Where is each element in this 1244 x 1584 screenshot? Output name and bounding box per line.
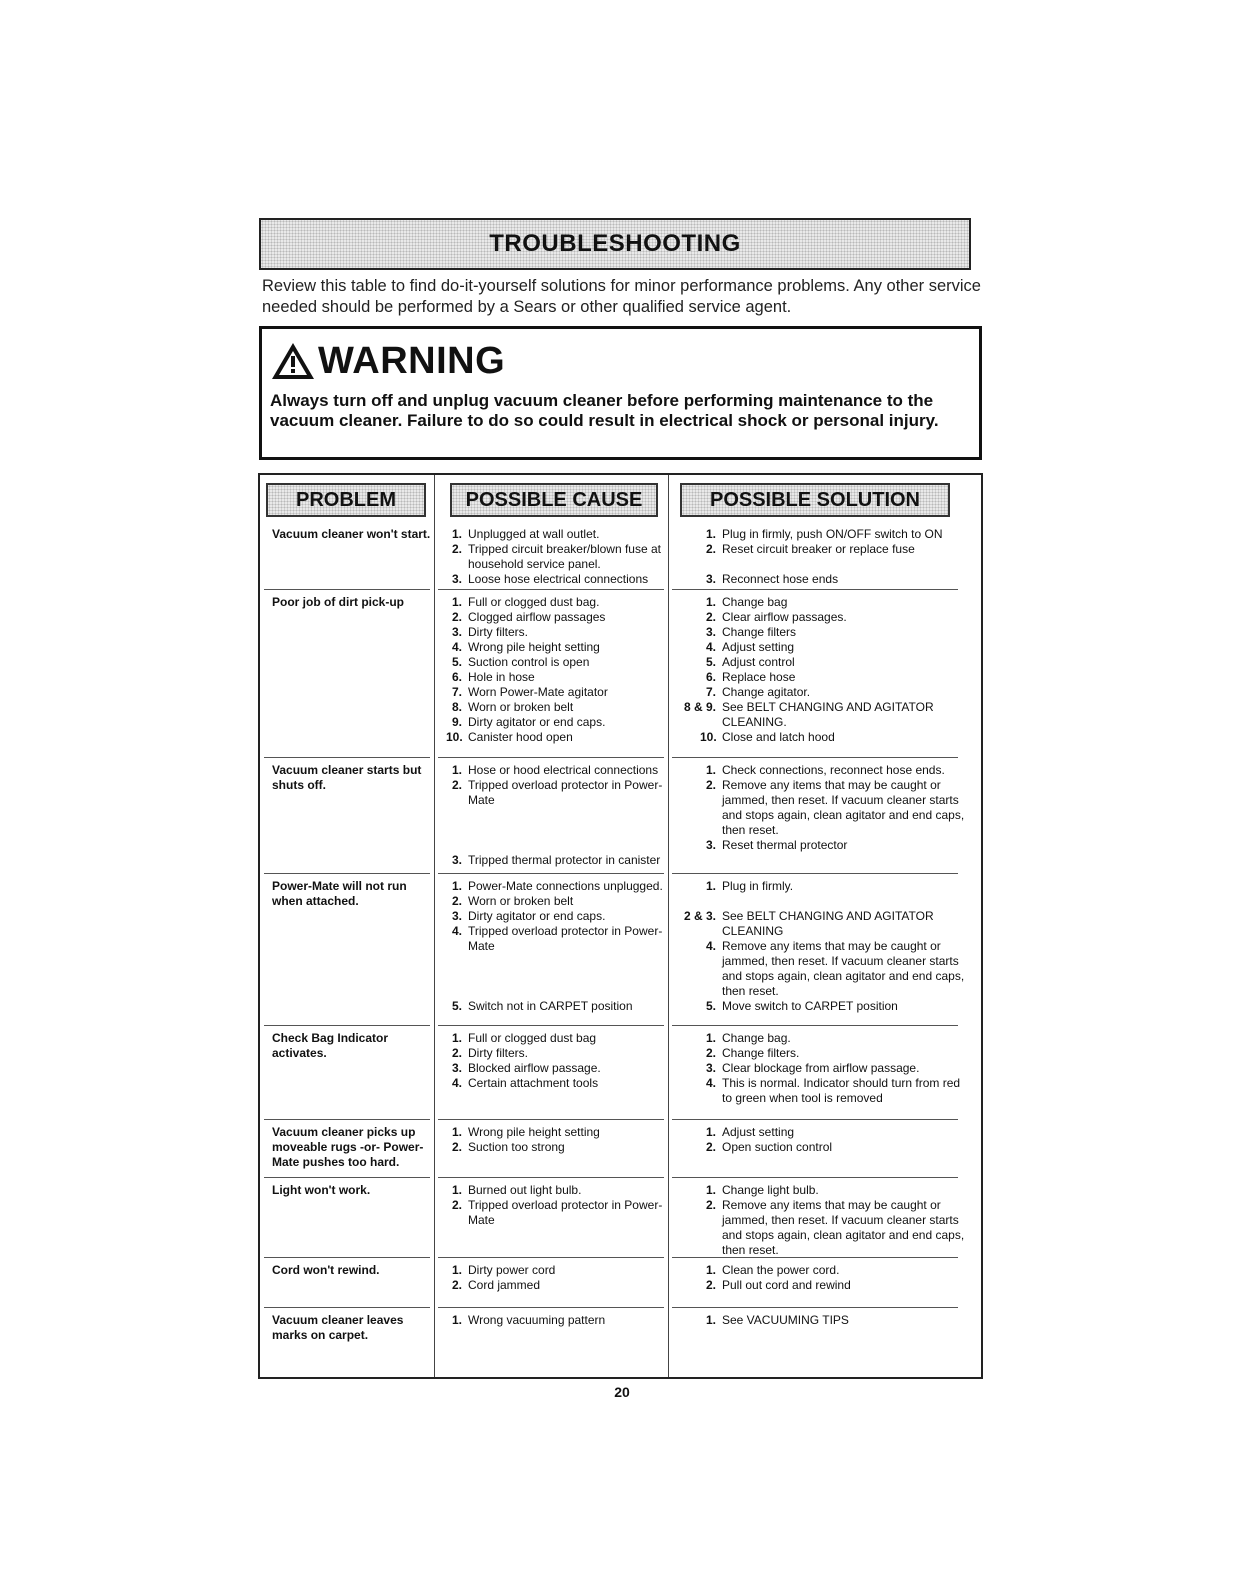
row-separator [672, 1177, 958, 1178]
item-number: 3. [705, 1061, 716, 1075]
item-text: Adjust setting [722, 640, 795, 654]
row-separator [438, 1177, 664, 1178]
spacer [446, 969, 664, 984]
item-number: 1. [451, 1031, 462, 1045]
intro-paragraph: Review this table to find do-it-yourself solutions for minor performance problems. Any other service needed should be performed by a Sears or other qualified service agent. [262, 277, 981, 316]
cause-item [446, 1031, 664, 1046]
item-text: Change filters [722, 625, 797, 639]
item-text: Worn or broken belt [468, 894, 574, 908]
item-text: Reset circuit breaker or replace fuse [722, 542, 915, 556]
cause-item [446, 655, 664, 670]
item-text: Adjust control [722, 655, 795, 669]
item-number: 4. [451, 640, 462, 654]
item-number: 2. [705, 610, 716, 624]
cause-list [446, 1263, 664, 1293]
item-number: 1. [451, 1263, 462, 1277]
solution-item [683, 909, 966, 939]
row-separator [264, 1025, 430, 1026]
item-number: 1. [451, 527, 462, 541]
solution-item [700, 542, 966, 557]
row-separator [438, 589, 664, 590]
cause-item [446, 595, 664, 610]
solution-item [700, 1125, 966, 1140]
section-title: TROUBLESHOOTING [259, 218, 971, 270]
cause-item [446, 685, 664, 700]
item-text: Hose or hood electrical connections [468, 763, 659, 777]
item-text: See BELT CHANGING AND AGITATOR CLEANING [722, 909, 934, 938]
item-number: 1. [705, 879, 716, 893]
spacer [700, 557, 966, 572]
item-text: Tripped overload protector in Power-Mate [468, 778, 663, 807]
cause-item [446, 670, 664, 685]
item-text: Cord jammed [468, 1278, 541, 1292]
cause-item [446, 1183, 664, 1198]
item-number: 2 & 3. [683, 909, 716, 923]
problem-text: Vacuum cleaner starts but shuts off. [272, 763, 422, 792]
problem-text: Vacuum cleaner won't start. [272, 527, 431, 541]
item-number: 3. [451, 1061, 462, 1075]
warning-header [270, 335, 973, 387]
solution-list [700, 1125, 966, 1155]
item-number: 5. [705, 655, 716, 669]
item-number: 1. [705, 1183, 716, 1197]
cause-item [446, 879, 664, 894]
warning-triangle-icon [270, 341, 316, 381]
cause-list [446, 595, 664, 745]
cause-item [446, 999, 664, 1014]
row-separator [438, 757, 664, 758]
item-number: 3. [451, 572, 462, 586]
item-number: 3. [705, 625, 716, 639]
problem-text: Vacuum cleaner picks up moveable rugs -or- Power-Mate pushes too hard. [272, 1125, 424, 1169]
problem-text: Cord won't rewind. [272, 1263, 380, 1277]
item-number: 1. [705, 595, 716, 609]
item-text: Switch not in CARPET position [468, 999, 633, 1013]
solution-item [700, 685, 966, 700]
item-number: 4. [705, 640, 716, 654]
row-separator [672, 1119, 958, 1120]
page-number: 20 [614, 1384, 630, 1400]
item-number: 3. [705, 838, 716, 852]
row-separator [264, 873, 430, 874]
item-text: Tripped overload protector in Power-Mate [468, 1198, 663, 1227]
warning-text: Always turn off and unplug vacuum cleaner before performing maintenance to the vacuum cleaner. Failure to do so could result in electrical shock or personal injury. [270, 391, 939, 430]
solution-item [700, 939, 966, 999]
item-text: Power-Mate connections unplugged. [468, 879, 663, 893]
cause-item [446, 715, 664, 730]
header-possible-solution: POSSIBLE SOLUTION [680, 483, 950, 517]
item-number: 2. [705, 1140, 716, 1154]
item-number: 1. [451, 879, 462, 893]
item-number: 1. [705, 527, 716, 541]
solution-item [683, 700, 966, 730]
row-separator [672, 1307, 958, 1308]
item-number: 2. [451, 1278, 462, 1292]
item-number: 2. [705, 1278, 716, 1292]
cause-item [446, 778, 664, 808]
row-separator [672, 1257, 958, 1258]
item-text: This is normal. Indicator should turn from red to green when tool is removed [722, 1076, 961, 1105]
cause-item [446, 640, 664, 655]
item-text: Dirty power cord [468, 1263, 556, 1277]
item-text: Tripped thermal protector in canister [468, 853, 661, 867]
cause-item [446, 730, 664, 745]
item-text: Clean the power cord. [722, 1263, 840, 1277]
solution-item [700, 1031, 966, 1046]
solution-item [700, 527, 966, 542]
item-number: 2. [451, 1046, 462, 1060]
item-number: 8. [451, 700, 462, 714]
row-separator [672, 1025, 958, 1026]
column-divider [434, 475, 435, 1377]
item-number: 7. [451, 685, 462, 699]
item-number: 5. [451, 655, 462, 669]
spacer [446, 808, 664, 823]
item-number: 1. [451, 1183, 462, 1197]
item-number: 1. [705, 1031, 716, 1045]
solution-item [700, 1046, 966, 1061]
item-text: Full or clogged dust bag [468, 1031, 597, 1045]
solution-item [700, 763, 966, 778]
row-separator [264, 589, 430, 590]
item-text: Pull out cord and rewind [722, 1278, 851, 1292]
solution-list [683, 595, 966, 745]
problem-text: Check Bag Indicator activates. [272, 1031, 389, 1060]
spacer [446, 954, 664, 969]
header-possible-cause: POSSIBLE CAUSE [450, 483, 658, 517]
solution-item [700, 778, 966, 838]
spacer [446, 984, 664, 999]
item-text: Change filters. [722, 1046, 800, 1060]
spacer [446, 823, 664, 838]
item-text: Dirty filters. [468, 625, 528, 639]
cause-list [446, 1313, 664, 1328]
item-number: 7. [705, 685, 716, 699]
problem-text: Light won't work. [272, 1183, 371, 1197]
solution-item [700, 572, 966, 587]
item-number: 6. [451, 670, 462, 684]
row-separator [672, 589, 958, 590]
item-text: Clogged airflow passages [468, 610, 606, 624]
header-problem: PROBLEM [266, 483, 426, 517]
row-separator [438, 1119, 664, 1120]
item-number: 4. [705, 1076, 716, 1090]
solution-item [700, 838, 966, 853]
item-text: Dirty agitator or end caps. [468, 909, 606, 923]
cause-item [446, 924, 664, 954]
item-text: Worn Power-Mate agitator [468, 685, 608, 699]
cause-item [446, 1046, 664, 1061]
row-separator [264, 1307, 430, 1308]
row-separator [264, 757, 430, 758]
item-number: 8 & 9. [683, 700, 716, 714]
solution-item [700, 610, 966, 625]
cause-list [446, 763, 664, 868]
item-number: 10. [446, 730, 463, 744]
item-text: Clear airflow passages. [722, 610, 847, 624]
cause-item [446, 894, 664, 909]
item-number: 1. [705, 1263, 716, 1277]
item-text: Suction too strong [468, 1140, 565, 1154]
item-text: Dirty agitator or end caps. [468, 715, 606, 729]
item-number: 1. [705, 763, 716, 777]
solution-item [700, 595, 966, 610]
solution-list [700, 763, 966, 853]
row-separator [264, 1177, 430, 1178]
solution-item [700, 1263, 966, 1278]
item-number: 1. [451, 763, 462, 777]
solution-item [700, 1183, 966, 1198]
item-text: Tripped circuit breaker/blown fuse at household service panel. [468, 542, 661, 571]
item-number: 9. [451, 715, 462, 729]
solution-item [700, 1198, 966, 1258]
cause-list [446, 527, 664, 587]
item-text: Blocked airflow passage. [468, 1061, 601, 1075]
row-separator [438, 1025, 664, 1026]
item-text: Remove any items that may be caught or jammed, then reset. If vacuum cleaner starts and stops again, clean agitator and end caps, then reset. [722, 939, 965, 998]
solution-item [700, 625, 966, 640]
row-separator [264, 1257, 430, 1258]
item-number: 3. [451, 625, 462, 639]
cause-item [446, 625, 664, 640]
item-number: 2. [705, 778, 716, 792]
solution-item [700, 1313, 966, 1328]
item-number: 2. [705, 1046, 716, 1060]
solution-list [700, 527, 966, 587]
item-number: 2. [451, 542, 462, 556]
item-text: Full or clogged dust bag. [468, 595, 600, 609]
item-text: Move switch to CARPET position [722, 999, 898, 1013]
item-number: 4. [705, 939, 716, 953]
item-number: 4. [451, 1076, 462, 1090]
item-number: 1. [451, 1313, 462, 1327]
cause-item [446, 1313, 664, 1328]
item-text: Remove any items that may be caught or jammed, then reset. If vacuum cleaner starts and stops again, clean agitator and end caps, then reset. [722, 778, 965, 837]
item-text: Suction control is open [468, 655, 590, 669]
spacer [446, 838, 664, 853]
item-number: 2. [705, 1198, 716, 1212]
item-text: Change agitator. [722, 685, 811, 699]
item-text: See VACUUMING TIPS [722, 1313, 849, 1327]
problem-text: Poor job of dirt pick-up [272, 595, 404, 609]
cause-item [446, 853, 664, 868]
item-text: Wrong pile height setting [468, 640, 600, 654]
item-number: 10. [700, 730, 717, 744]
solution-list [700, 1183, 966, 1258]
column-divider [668, 475, 669, 1377]
item-text: Certain attachment tools [468, 1076, 599, 1090]
cause-item [446, 572, 664, 587]
item-number: 4. [451, 924, 462, 938]
item-text: Replace hose [722, 670, 796, 684]
item-text: Reconnect hose ends [722, 572, 839, 586]
item-text: Check connections, reconnect hose ends. [722, 763, 945, 777]
item-number: 2. [451, 894, 462, 908]
cause-list [446, 1031, 664, 1091]
item-number: 1. [705, 1125, 716, 1139]
item-text: Adjust setting [722, 1125, 795, 1139]
item-text: Remove any items that may be caught or jammed, then reset. If vacuum cleaner starts and stops again, clean agitator and end caps, then reset. [722, 1198, 965, 1257]
item-text: Change light bulb. [722, 1183, 819, 1197]
cause-item [446, 909, 664, 924]
item-text: Reset thermal protector [722, 838, 848, 852]
item-text: Change bag [722, 595, 788, 609]
item-number: 1. [705, 1313, 716, 1327]
solution-list [700, 1263, 966, 1293]
cause-item [446, 1061, 664, 1076]
item-number: 5. [451, 999, 462, 1013]
problem-text: Vacuum cleaner leaves marks on carpet. [272, 1313, 404, 1342]
solution-item [700, 730, 966, 745]
item-number: 5. [705, 999, 716, 1013]
item-text: Close and latch hood [722, 730, 835, 744]
item-text: Loose hose electrical connections [468, 572, 649, 586]
cause-item [446, 1076, 664, 1091]
row-separator [438, 1257, 664, 1258]
item-text: Clear blockage from airflow passage. [722, 1061, 920, 1075]
item-number: 6. [705, 670, 716, 684]
item-number: 3. [451, 853, 462, 867]
item-text: See BELT CHANGING AND AGITATOR CLEANING. [722, 700, 934, 729]
item-number: 1. [451, 595, 462, 609]
item-text: Change bag. [722, 1031, 791, 1045]
solution-item [700, 1140, 966, 1155]
item-text: Plug in firmly. [722, 879, 794, 893]
item-number: 2. [705, 542, 716, 556]
row-separator [438, 1307, 664, 1308]
spacer [700, 894, 966, 909]
warning-box [259, 326, 982, 460]
item-text: Worn or broken belt [468, 700, 574, 714]
solution-list [700, 1031, 966, 1106]
cause-item [446, 1125, 664, 1140]
item-number: 1. [451, 1125, 462, 1139]
cause-item [446, 1198, 664, 1228]
solution-item [700, 1278, 966, 1293]
cause-item [446, 527, 664, 542]
row-separator [438, 873, 664, 874]
item-text: Wrong pile height setting [468, 1125, 600, 1139]
troubleshooting-table [258, 473, 983, 1379]
solution-item [700, 655, 966, 670]
cause-item [446, 700, 664, 715]
item-text: Hole in hose [468, 670, 535, 684]
item-number: 2. [451, 778, 462, 792]
cause-item [446, 1140, 664, 1155]
solution-list [700, 1313, 966, 1328]
solution-item [700, 879, 966, 894]
item-text: Open suction control [722, 1140, 833, 1154]
item-text: Plug in firmly, push ON/OFF switch to ON [722, 527, 943, 541]
item-text: Tripped overload protector in Power-Mate [468, 924, 663, 953]
row-separator [672, 873, 958, 874]
row-separator [672, 757, 958, 758]
solution-item [700, 640, 966, 655]
cause-item [446, 763, 664, 778]
warning-title: WARNING [318, 339, 506, 382]
solution-item [700, 1076, 966, 1106]
item-text: Canister hood open [468, 730, 573, 744]
solution-item [700, 999, 966, 1014]
row-separator [264, 1119, 430, 1120]
cause-item [446, 1263, 664, 1278]
item-number: 3. [451, 909, 462, 923]
cause-list [446, 879, 664, 1014]
item-number: 3. [705, 572, 716, 586]
item-number: 2. [451, 1198, 462, 1212]
solution-item [700, 670, 966, 685]
solution-item [700, 1061, 966, 1076]
item-text: Wrong vacuuming pattern [468, 1313, 606, 1327]
item-text: Dirty filters. [468, 1046, 528, 1060]
solution-list [683, 879, 966, 1014]
cause-item [446, 542, 664, 572]
cause-item [446, 610, 664, 625]
item-text: Burned out light bulb. [468, 1183, 582, 1197]
item-text: Unplugged at wall outlet. [468, 527, 600, 541]
problem-text: Power-Mate will not run when attached. [272, 879, 407, 908]
cause-list [446, 1183, 664, 1228]
item-number: 2. [451, 1140, 462, 1154]
item-number: 2. [451, 610, 462, 624]
cause-list [446, 1125, 664, 1155]
cause-item [446, 1278, 664, 1293]
